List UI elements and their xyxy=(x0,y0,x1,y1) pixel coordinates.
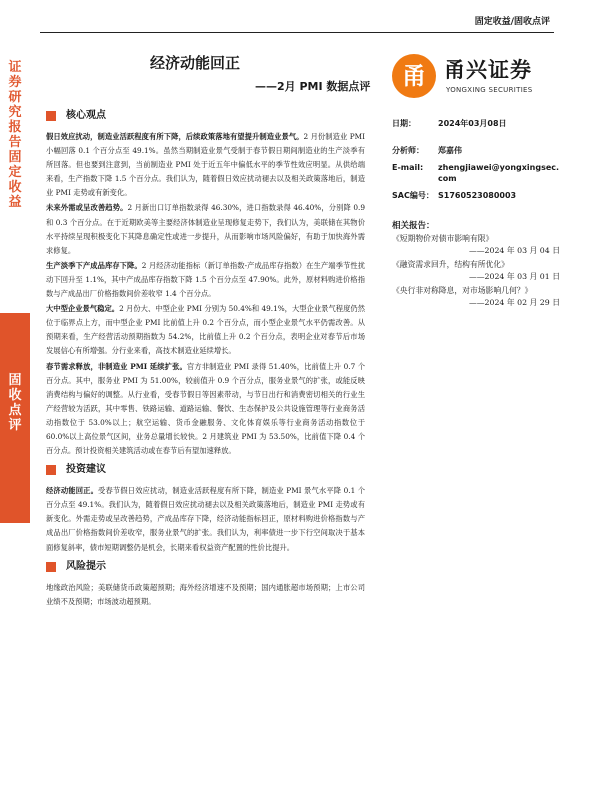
related-report-link[interactable]: 《短期物价对债市影响有限》 xyxy=(392,234,494,243)
section-marker-icon xyxy=(46,111,56,121)
section-risk-header xyxy=(46,559,365,577)
sidebar-top-label: 证券研究报告 xyxy=(8,60,22,150)
section-core-title: 核心观点 xyxy=(66,110,106,121)
risk-para: 地缘政治风险；美联储货币政策超预期；海外经济增速不及预期；国内通胀超市场预期；上市公司业绩不及预期；市场波动超预期。 xyxy=(46,582,365,606)
core-para-4: 大中型企业景气稳定。2 月份大、中型企业 PMI 分别为 50.4%和 49.1%，大型企业景气程度仍然位于临界点上方，而中型企业 PMI 比前值上升 0.2 个百分点，而小型企业景气水平仍需改善。从预期来看，生产经营活动预期指数为 54.2%，比前值上升 0.2 个百分点，表明企业对春节后市场发展信心有所增强。分行业来看，高技术制造业延续增长。 xyxy=(46,304,365,356)
logo-english: YONGXING SECURITIES xyxy=(446,86,533,94)
invest-para: 经济动能回正。受春节假日效应扰动，制造业活跃程度有所下降，制造业 PMI 景气水平降 0.1 个百分点至 49.1%。我们认为，随着假日效应扰动褪去以及相关政策落地后，制造业 PMI 走势或有新变化。外需走势或呈改善趋势，产成品库存下降，经济动能指标回正，原材料购进价格指数与产成品出厂价格指数间价差收窄，服务业景气的扩张。我们认为，利率债进一步下行空间取决于基本面修复斜率，债市短期调整仍是机会，长期来看权益资产配置的性价比提升。 xyxy=(46,486,365,552)
section-marker-icon xyxy=(46,465,56,475)
sidebar-top xyxy=(0,0,30,313)
logo-name: 甬兴证券 xyxy=(444,58,532,82)
brand-logo xyxy=(392,48,562,104)
section-invest-header xyxy=(46,462,365,480)
related-report-link[interactable]: 《融资需求回升，结构有所优化》 xyxy=(392,260,509,269)
section-core-header xyxy=(46,108,365,126)
core-para-5: 春节需求释放，非制造业 PMI 延续扩张。官方非制造业 PMI 录得 51.40%，比前值上升 0.7 个百分点。其中，服务业 PMI 为 51.00%，较前值升 0.9 个百分点，服务业景气的扩张，或能反映消费结构与偏好的调整。从行业看，受春节假日等因素带动，与节日出行和消费密切相关的行业生产经营较为活跃，其中零售、铁路运输、道路运输、餐饮、生态保护及公共设施管理等行业商务活动指数位于 53.0%以上；航空运输、货币金融服务、文化体育娱乐等行业商务活动指数位于 60.0%以上高位景气区间，业务总量增长较快。2 月建筑业 PMI 为 53.50%，比前值下降 0.4 个百分点。预计投资相关建筑活动或在春节后有望加速释放。 xyxy=(46,361,365,456)
sac-number: S1760523080003 xyxy=(438,191,517,200)
sac-row: SAC编号： S1760523080003 xyxy=(392,191,517,200)
analyst-name: 郑嘉伟 xyxy=(438,146,462,155)
header-divider xyxy=(40,32,554,33)
section-invest-title: 投资建议 xyxy=(66,464,106,476)
related-reports-title: 相关报告： xyxy=(392,221,435,231)
related-report-date: ——2024 年 03 月 04 日 xyxy=(468,246,560,255)
page-title: 经济动能回正 xyxy=(150,54,241,72)
related-report-date: ——2024 年 02 月 29 日 xyxy=(468,298,560,307)
sidebar-red-block xyxy=(0,313,30,523)
section-risk-title: 风险提示 xyxy=(66,560,106,572)
related-report-link[interactable]: 《央行非对称降息，对市场影响几何？》 xyxy=(392,286,533,295)
sidebar-red-label: 固收点评 xyxy=(8,373,22,433)
info-column xyxy=(392,118,560,309)
analyst-row: 分析师： 郑嘉伟 xyxy=(392,146,462,155)
date-row: 日期： 2024年03月08日 xyxy=(392,119,507,128)
core-para-1: 假日效应扰动，制造业活跃程度有所下降，后续政策落地有望提升制造业景气。2 月份制造业 PMI 小幅回落 0.1 个百分点至 49.1%。虽然当期制造业景气受制于春节假日期间制造业的生产淡季有所回落。但也要到注意到，当前制造业 PMI 处于近五年中偏低水平的季节性效应明显。从供给端来看，生产指数下降 1.5 个百分点。我们认为，随着假日效应扰动褪去以及相关政策落地后，制造业 PMI 走势或有新变化。 xyxy=(46,132,366,198)
logo-mark-icon: 甬 xyxy=(392,54,436,98)
section-marker-icon xyxy=(46,562,56,572)
analyst-email[interactable]: zhengjiawei@yongxingsec.com xyxy=(438,163,560,183)
report-date: 2024年03月08日 xyxy=(438,119,507,128)
email-row: E-mail: zhengjiawei@yongxingsec.com xyxy=(392,163,560,183)
core-para-2: 未来外需或呈改善趋势。2 月新出口订单指数录得 46.30%，进口指数录得 46.40%，分别降 0.9 和 0.3 个百分点。在于近期欧美等主要经济体制造业呈现修复走势下，我们认为，美联储在其物价水平持续呈现积极变化下其降息确定性或进一步提升，从而影响市场风险偏好，有助于加快海外需求修复。 xyxy=(46,203,366,255)
main-content xyxy=(46,104,365,610)
core-para-3: 生产淡季下产成品库存下降。2 月经济动能指标（新订单指数-产成品库存指数）在生产端季节性扰动下回升至 1.1%，其中产成品库存指数下降 1.5 个百分点至 47.90%。此外，原材料购进价格指数与产成品出厂价格指数间价差收窄 1.4 个百分点。 xyxy=(46,260,365,299)
page-subtitle: ——2月 PMI 数据点评 xyxy=(255,80,371,93)
header-category: 固定收益/固收点评 xyxy=(474,17,550,27)
sidebar-mid-label: 固定收益 xyxy=(8,150,22,210)
related-report-date: ——2024 年 03 月 01 日 xyxy=(468,272,560,281)
